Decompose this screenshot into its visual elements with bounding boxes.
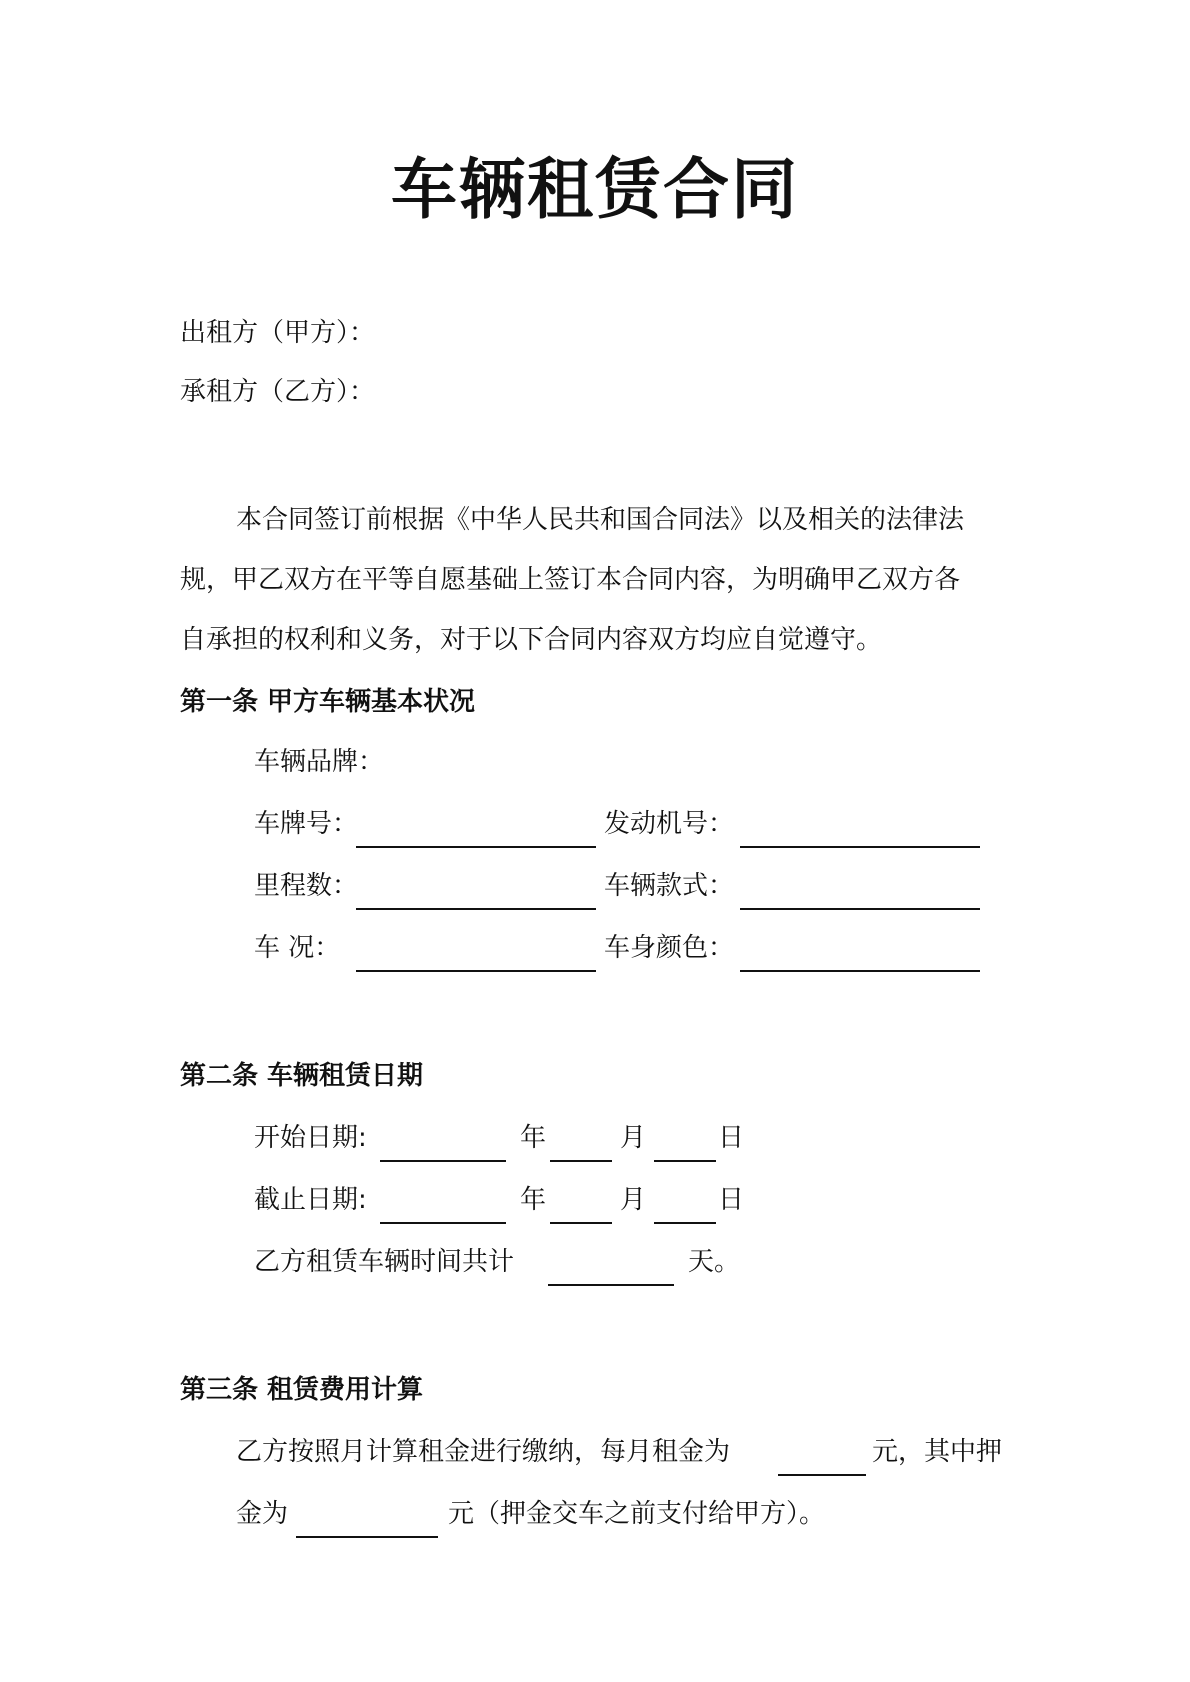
model-label: 车辆款式： [604,871,735,901]
article-2-heading: 第二条 车辆租赁日期 [180,1061,424,1091]
rent-line-1-prefix: 乙方按照月计算租金进行缴纳，每月租金为 [236,1437,731,1467]
start-month-blank[interactable] [550,1160,612,1162]
start-year-blank[interactable] [380,1160,506,1162]
end-date-label: 截止日期: [254,1185,367,1215]
condition-blank[interactable] [356,970,596,972]
total-days-blank[interactable] [548,1284,674,1286]
brand-label: 车辆品牌： [254,747,385,777]
end-day-blank[interactable] [654,1222,716,1224]
end-year-blank[interactable] [380,1222,506,1224]
color-blank[interactable] [740,970,980,972]
end-month-label: 月 [620,1185,647,1215]
condition-label: 车 况： [254,933,341,963]
end-year-label: 年 [520,1185,547,1215]
start-day-blank[interactable] [654,1160,716,1162]
engine-label: 发动机号： [604,809,735,839]
plate-blank[interactable] [356,846,596,848]
rent-line-2-suffix: 元（押金交车之前支付给甲方）。 [448,1499,826,1529]
start-day-label: 日 [718,1123,745,1153]
monthly-rent-blank[interactable] [778,1474,866,1476]
document-title: 车辆租赁合同 [391,151,799,228]
article-1-heading: 第一条 甲方车辆基本状况 [180,687,476,717]
intro-line-2: 规，甲乙双方在平等自愿基础上签订本合同内容，为明确甲乙双方各 [180,565,961,595]
mileage-label: 里程数： [254,871,359,901]
rent-line-2-prefix: 金为 [236,1499,289,1529]
intro-line-1: 本合同签订前根据《中华人民共和国合同法》以及相关的法律法 [236,505,965,535]
total-days-suffix: 天。 [688,1247,741,1277]
end-month-blank[interactable] [550,1222,612,1224]
intro-line-3: 自承担的权利和义务，对于以下合同内容双方均应自觉遵守。 [180,625,883,655]
start-month-label: 月 [620,1123,647,1153]
article-3-heading: 第三条 租赁费用计算 [180,1375,424,1405]
deposit-blank[interactable] [296,1536,438,1538]
color-label: 车身颜色： [604,933,735,963]
mileage-blank[interactable] [356,908,596,910]
start-date-label: 开始日期: [254,1123,367,1153]
lessor-label: 出租方（甲方）： [180,318,376,348]
lessee-label: 承租方（乙方）： [180,377,376,407]
end-day-label: 日 [718,1185,745,1215]
plate-label: 车牌号： [254,809,359,839]
total-days-prefix: 乙方租赁车辆时间共计 [254,1247,515,1277]
start-year-label: 年 [520,1123,547,1153]
model-blank[interactable] [740,908,980,910]
engine-blank[interactable] [740,846,980,848]
rent-line-1-suffix: 元，其中押 [872,1437,1003,1467]
